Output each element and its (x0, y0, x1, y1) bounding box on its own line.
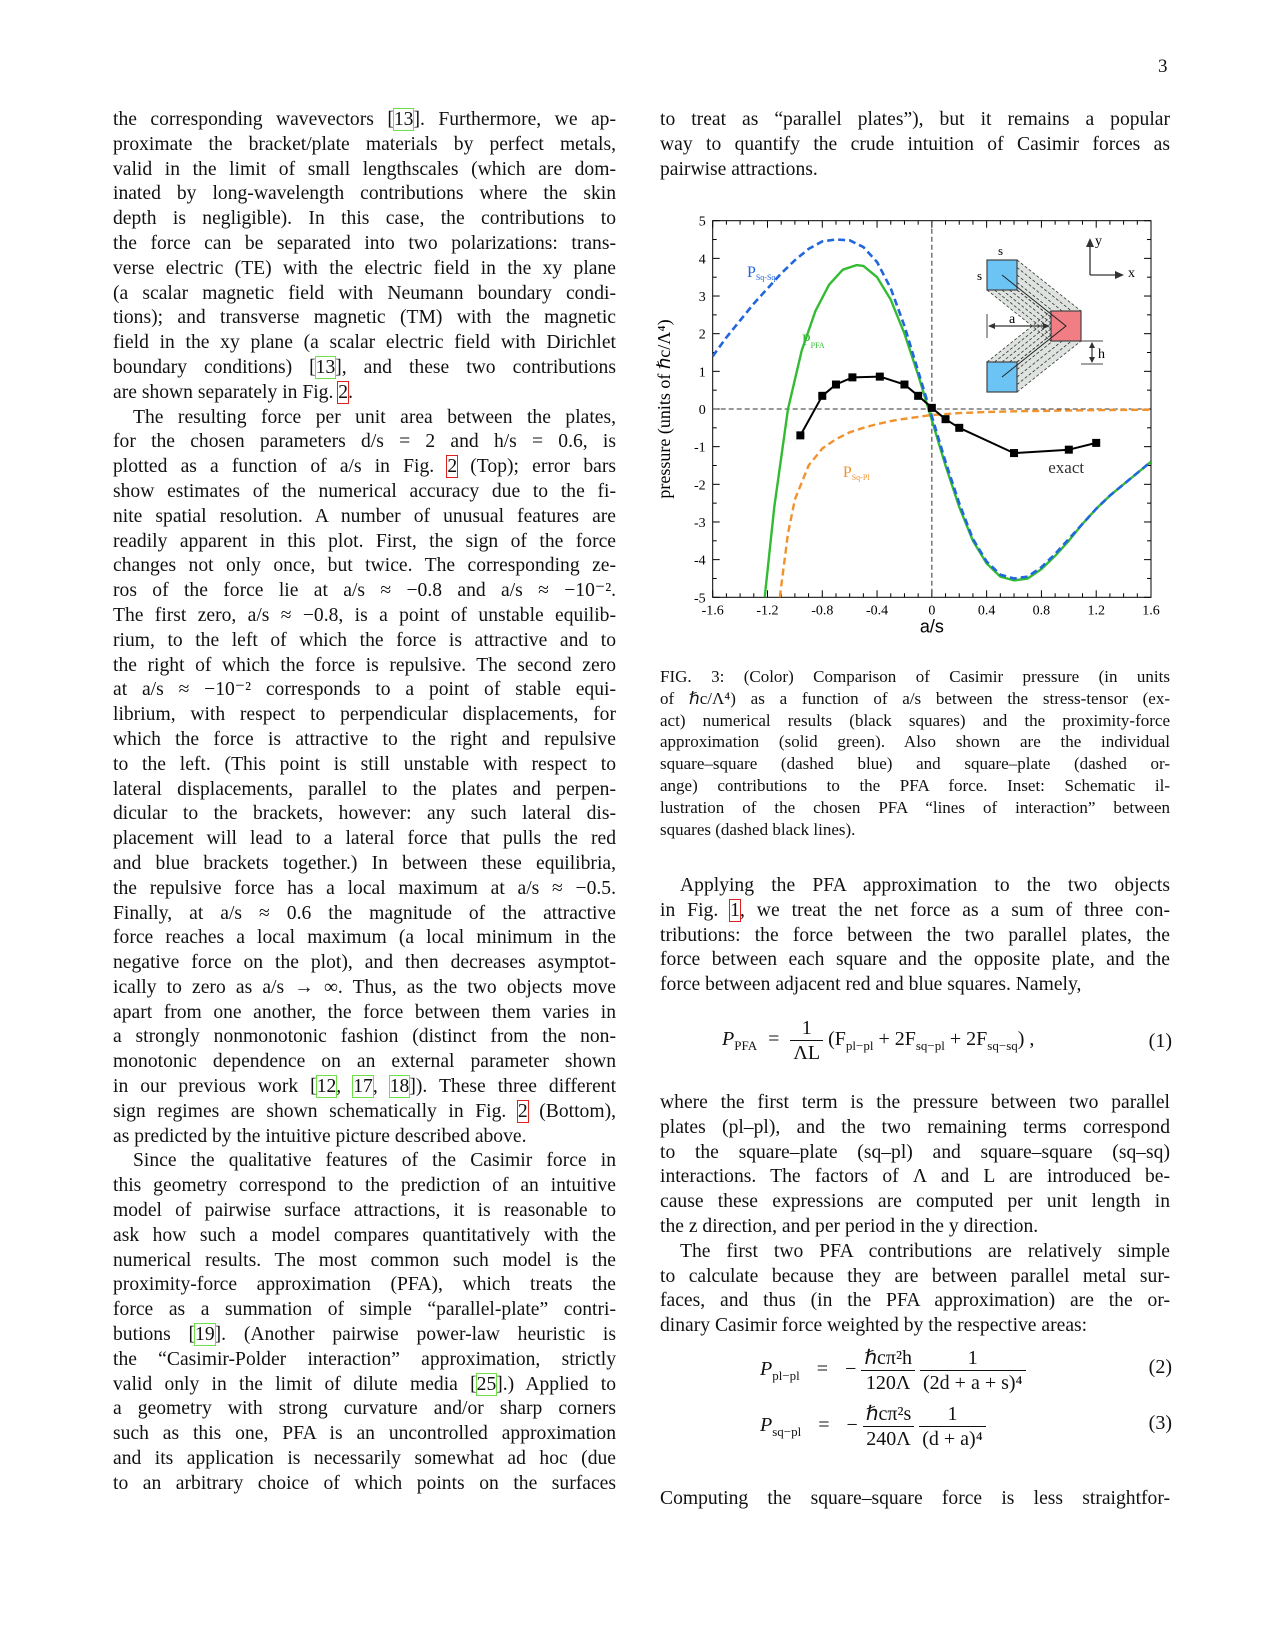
eq2-num2: 1 (920, 1346, 1026, 1371)
eq1-term: + 2F (944, 1028, 988, 1051)
citation-link[interactable]: 13 (315, 356, 336, 378)
figure-link[interactable]: 1 (730, 899, 740, 921)
caption-line: lustration of the chosen PFA “lines of interaction” between (660, 797, 1170, 817)
eq3-num2: 1 (919, 1402, 985, 1427)
text-line: which the force is attractive to the right and repulsive (113, 728, 616, 750)
text-line: such as this one, PFA is an uncontrolled approximation (113, 1423, 616, 1445)
eq1-term-sub: sq−sq (987, 1038, 1018, 1054)
y-tick-label: -3 (694, 515, 706, 531)
caption-line: ange) contributions to the PFA force. Inset: Schematic il- (660, 775, 1170, 795)
text-line: The first zero, a/s ≈ −0.8, is a point of unstable equilib- (113, 604, 616, 626)
s-label-top: s (998, 243, 1004, 258)
text-line: verse electric (TE) with the electric field in the xy plane (113, 257, 616, 279)
citation-link[interactable]: 18 (389, 1076, 410, 1098)
text-line: ros of the force lie at a/s ≈ −0.8 and a/s ≈ −10⁻². (113, 580, 616, 602)
eq1-term: + 2F (873, 1028, 916, 1051)
text-line: the z direction, and per period in the y direction. (660, 1215, 1039, 1237)
eq3-minus: − (846, 1414, 858, 1437)
text-line: a strongly nonmonotonic fashion (distinct from the non- (113, 1026, 616, 1048)
text-line: dicular to the brackets, however: any such lateral dis- (113, 803, 616, 825)
text-line: this geometry correspond to the prediction of an intuitive (113, 1175, 616, 1197)
text-line: inated by long-wavelength contributions where the skin (113, 183, 616, 205)
text-line: to the square–plate (sq–pl) and square–square (sq–sq) (660, 1141, 1170, 1163)
eq1-lhs: P (722, 1028, 735, 1051)
a-label: a (1009, 312, 1016, 327)
exact-data-point (928, 404, 936, 412)
text-line: show estimates of the numerical accuracy due to the fi- (113, 480, 616, 502)
eq1-tail: ) , (1017, 1028, 1035, 1051)
text-line: for the chosen parameters d/s = 2 and h/s = 0.6, is (113, 431, 616, 453)
citation-link[interactable]: 12 (316, 1076, 337, 1098)
text-line: the corresponding wavevectors [13]. Furthermore, we ap- (113, 109, 616, 130)
caption-line: of ℏc/Λ⁴) as a function of a/s between the stress-tensor (ex- (660, 688, 1170, 708)
text-line: to calculate because they are between parallel metal sur- (660, 1265, 1170, 1287)
eq1-num: 1 (790, 1016, 823, 1041)
y-tick-label: -5 (694, 591, 706, 607)
x-tick-label: 0.8 (1032, 603, 1051, 619)
exact-data-point (876, 373, 884, 381)
a-arrowhead-left (988, 323, 995, 329)
eq3-den2: (d + a)⁴ (922, 1428, 983, 1450)
right-column-mid-text (660, 874, 1170, 998)
exact-data-point (914, 392, 922, 400)
caption-line: act) numerical results (black squares) and the proximity-force (660, 710, 1170, 730)
y-tick-label: 5 (698, 214, 706, 230)
text-line: The first two PFA contributions are relatively simple (680, 1240, 1170, 1262)
eq3-num1: ℏcπ²s (863, 1402, 914, 1427)
eq2-frac1 (861, 1346, 915, 1395)
text-line: the right of which the force is repulsive. The second zero (113, 654, 616, 676)
exact-data-point (900, 381, 908, 389)
eq3-lhs: P (760, 1414, 773, 1437)
caption-line: approximation (solid green). Also shown are the individual (660, 732, 1170, 752)
citation-link[interactable]: 17 (353, 1076, 373, 1098)
eq3-frac2 (919, 1402, 985, 1451)
eq2-equals: = (816, 1358, 829, 1381)
figure-link[interactable]: 2 (338, 381, 349, 403)
exact-data-point (1065, 446, 1073, 454)
figure-caption (660, 666, 1170, 840)
x-tick-label: -0.8 (811, 603, 834, 619)
x-tick-label: 1.2 (1087, 603, 1105, 619)
page-number: 3 (1158, 56, 1168, 77)
right-column-bottom-text (660, 1091, 1170, 1339)
curve-label: PSq-Pl (842, 463, 870, 482)
text-line: placement will lead to a lateral force that pulls the red (113, 828, 616, 850)
y-tick-label: -1 (694, 440, 706, 456)
exact-data-point (1092, 439, 1100, 447)
x-tick-label: 0.4 (977, 603, 996, 619)
text-line: are shown separately in Fig. 2. (113, 381, 353, 403)
eq1-term: (F (828, 1028, 846, 1051)
exact-data-point (1010, 449, 1018, 457)
text-line: nite spatial resolution. A number of unusual features are (113, 505, 616, 527)
x-axis-label: a/s (919, 616, 944, 637)
text-line: the repulsive force has a local maximum at a/s ≈ −0.5. (113, 877, 616, 899)
text-line: force between each square and the opposite plate, and the (660, 949, 1170, 971)
text-line: dinary Casimir force weighted by the respective areas: (660, 1315, 1088, 1337)
text-line: pairwise attractions. (660, 158, 818, 180)
curve-label: PPFA (801, 331, 825, 350)
exact-data-point (955, 424, 963, 432)
x-tick-label: -1.2 (756, 603, 779, 619)
x-tick-label: -1.6 (701, 603, 724, 619)
eq3-lhs-sub: sq−pl (772, 1424, 802, 1440)
y-tick-label: -2 (694, 478, 706, 494)
text-line: the “Casimir-Polder interaction” approximation, strictly (113, 1348, 616, 1370)
text-line: in our previous work [12, 17, 18]). These three different (113, 1076, 617, 1098)
text-line: librium, with respect to perpendicular displacements, for (113, 704, 616, 726)
text-line: sign regimes are shown schematically in Fig. 2 (Bottom), (113, 1100, 616, 1122)
text-line: model of pairwise surface attractions, it is reasonable to (113, 1200, 616, 1222)
text-line: Computing the square–square force is less straightfor- (660, 1488, 1170, 1509)
figure-3-chart (640, 205, 1180, 645)
text-line: plotted as a function of a/s in Fig. 2 (Top); error bars (113, 456, 616, 478)
text-line: to treat as “parallel plates”), but it remains a popular (660, 109, 1170, 130)
text-line: proximate the bracket/plate materials by perfect metals, (113, 133, 616, 155)
text-line: butions [19]. (Another pairwise power-law heuristic is (113, 1324, 616, 1346)
eq2-den1: 120Λ (865, 1372, 911, 1394)
curve-label: exact (1048, 458, 1085, 478)
text-line: and its application is necessarily somewhat ad hoc (due (113, 1448, 616, 1470)
y-tick-label: 3 (698, 290, 706, 306)
left-column-text (113, 108, 616, 1497)
y-tick-label: 2 (698, 327, 706, 343)
exact-data-point (818, 392, 826, 400)
eq1-number: (1) (1148, 1030, 1172, 1052)
eq2-den2: (2d + a + s)⁴ (923, 1372, 1023, 1394)
exact-data-point (942, 415, 950, 423)
text-line: way to quantify the crude intuition of Casimir forces as (660, 133, 1170, 155)
eq2-lhs-sub: pl−pl (772, 1368, 800, 1384)
text-line: valid in the limit of small lengthscales (which are dom- (113, 158, 616, 180)
text-line: a geometry with strong curvature and/or sharp corners (113, 1398, 616, 1420)
text-line: ically to zero as a/s → ∞. Thus, as the two objects move (113, 976, 616, 998)
eq3-equals: = (818, 1414, 830, 1437)
text-line: Since the qualitative features of the Casimir force in (133, 1150, 616, 1172)
h-arrowhead-up (1089, 342, 1095, 348)
text-line: Finally, at a/s ≈ 0.6 the magnitude of the attractive (113, 902, 616, 924)
axis-y-label: y (1095, 234, 1102, 249)
text-line: the force can be separated into two polarizations: trans- (113, 232, 616, 254)
eq1-fraction (790, 1016, 823, 1065)
text-line: and blue brackets together.) In between these equilibria, (113, 852, 616, 874)
eq2-frac2 (920, 1346, 1026, 1395)
eq1-equals: = (768, 1028, 780, 1051)
citation-link[interactable]: 25 (476, 1373, 497, 1395)
inset-schematic (977, 234, 1135, 392)
h-arrowhead-down (1089, 357, 1095, 363)
h-label: h (1098, 347, 1105, 362)
text-line: negative force on the plot), and then decreases asymptot- (113, 952, 616, 974)
axis-y-arrowhead (1086, 238, 1094, 247)
text-line: valid only in the limit of dilute media [25].) Applied to (113, 1373, 616, 1395)
right-column-top-text (660, 108, 1170, 182)
text-line: faces, and thus (in the PFA approximation) are the or- (660, 1290, 1170, 1312)
text-line: depth is negligible). In this case, the contributions to (113, 208, 616, 230)
text-line: at a/s ≈ −10⁻² corresponds to a point of stable equi- (113, 679, 616, 701)
curve-label: PSq-Sq (746, 264, 776, 283)
text-line: force as a summation of simple “parallel-plate” contri- (113, 1299, 616, 1321)
text-line: tions); and transverse magnetic (TM) with the magnetic (113, 307, 616, 329)
text-line: Applying the PFA approximation to the two objects (680, 875, 1170, 896)
citation-link[interactable]: 19 (195, 1324, 215, 1346)
text-line: rium, to the left of which the force is attractive and to (113, 629, 616, 651)
exact-data-point (796, 431, 804, 439)
axis-x-label: x (1128, 266, 1135, 281)
y-tick-label: 0 (698, 403, 706, 418)
text-line: ask how such a model compares quantitatively with the (113, 1224, 616, 1246)
text-line: where the first term is the pressure between two parallel (660, 1092, 1170, 1113)
text-line: cause these expressions are computed per unit length in (660, 1191, 1170, 1213)
eq2-minus: − (845, 1358, 857, 1381)
y-tick-label: 1 (698, 365, 706, 381)
y-tick-label: 4 (698, 252, 706, 268)
caption-line: squares (dashed black lines). (660, 819, 856, 839)
equation-3 (760, 1402, 1172, 1451)
equation-2 (760, 1346, 1172, 1395)
eq3-number: (3) (1148, 1412, 1172, 1434)
eq1-den: ΛL (793, 1042, 821, 1064)
citation-link[interactable]: 13 (393, 109, 414, 130)
text-line: plates (pl–pl), and the two remaining terms correspond (660, 1116, 1170, 1138)
text-line: monotonic dependence on an external parameter shown (113, 1051, 616, 1073)
s-label-left: s (977, 268, 983, 283)
eq1-lhs-sub: PFA (734, 1038, 758, 1054)
x-tick-label: 1.6 (1142, 603, 1160, 619)
exact-data-point (832, 381, 840, 389)
text-line: tributions: the force between the two parallel plates, the (660, 924, 1170, 946)
text-line: field in the xy plane (a scalar electric field with Dirichlet (113, 332, 616, 354)
text-line: interactions. The factors of Λ and L are introduced be- (660, 1166, 1170, 1188)
eq2-lhs: P (760, 1358, 773, 1381)
text-line: changes not only once, but twice. The corresponding ze- (113, 555, 616, 577)
eq3-frac1 (863, 1402, 914, 1451)
eq1-term-sub: sq−pl (915, 1038, 945, 1054)
eq2-number: (2) (1148, 1356, 1172, 1378)
figure-link[interactable]: 2 (517, 1100, 528, 1122)
text-line: force between adjacent red and blue squares. Namely, (660, 974, 1082, 996)
text-line: (a scalar magnetic field with Neumann boundary condi- (113, 282, 616, 304)
equation-1 (722, 1016, 1172, 1065)
x-tick-label: 0 (928, 603, 936, 619)
y-tick-label: -4 (694, 553, 706, 569)
caption-line: square–square (dashed blue) and square–plate (dashed or- (660, 754, 1170, 774)
figure-link[interactable]: 2 (447, 456, 458, 478)
eq2-num1: ℏcπ²h (861, 1346, 915, 1371)
text-line: force reaches a local maximum (a local minimum in the (113, 927, 616, 949)
text-line: numerical results. The most common such model is the (113, 1249, 616, 1271)
exact-data-point (848, 373, 856, 381)
text-line: apart from one another, the force between them varies in (113, 1001, 616, 1023)
text-line: readily apparent in this plot. First, the sign of the force (113, 530, 616, 552)
sq-pl-curve (780, 410, 1151, 598)
eq1-term-sub: pl−pl (845, 1038, 874, 1054)
text-line: proximity-force approximation (PFA), which treats the (113, 1274, 616, 1296)
text-line: The resulting force per unit area between the plates, (133, 406, 616, 428)
text-line: as predicted by the intuitive picture described above. (113, 1125, 527, 1147)
eq1-rhs (828, 1028, 1035, 1054)
right-column-last-line (660, 1487, 1170, 1512)
text-line: boundary conditions) [13], and these two contributions (113, 356, 616, 378)
x-tick-label: -0.4 (865, 603, 889, 619)
text-line: to the left. (This point is still unstable with respect to (113, 753, 616, 775)
eq3-den1: 240Λ (866, 1428, 911, 1450)
caption-line: FIG. 3: (Color) Comparison of Casimir pressure (in units (660, 667, 1170, 686)
text-line: lateral displacements, parallel to the plates and perpen- (113, 778, 616, 800)
y-axis-label: pressure (units of ℏc/Λ⁴) (654, 319, 674, 499)
text-line: in Fig. 1, we treat the net force as a sum of three con- (660, 899, 1170, 921)
text-line: to an arbitrary choice of which points on the surfaces (113, 1472, 616, 1494)
axis-x-arrowhead (1115, 271, 1124, 279)
